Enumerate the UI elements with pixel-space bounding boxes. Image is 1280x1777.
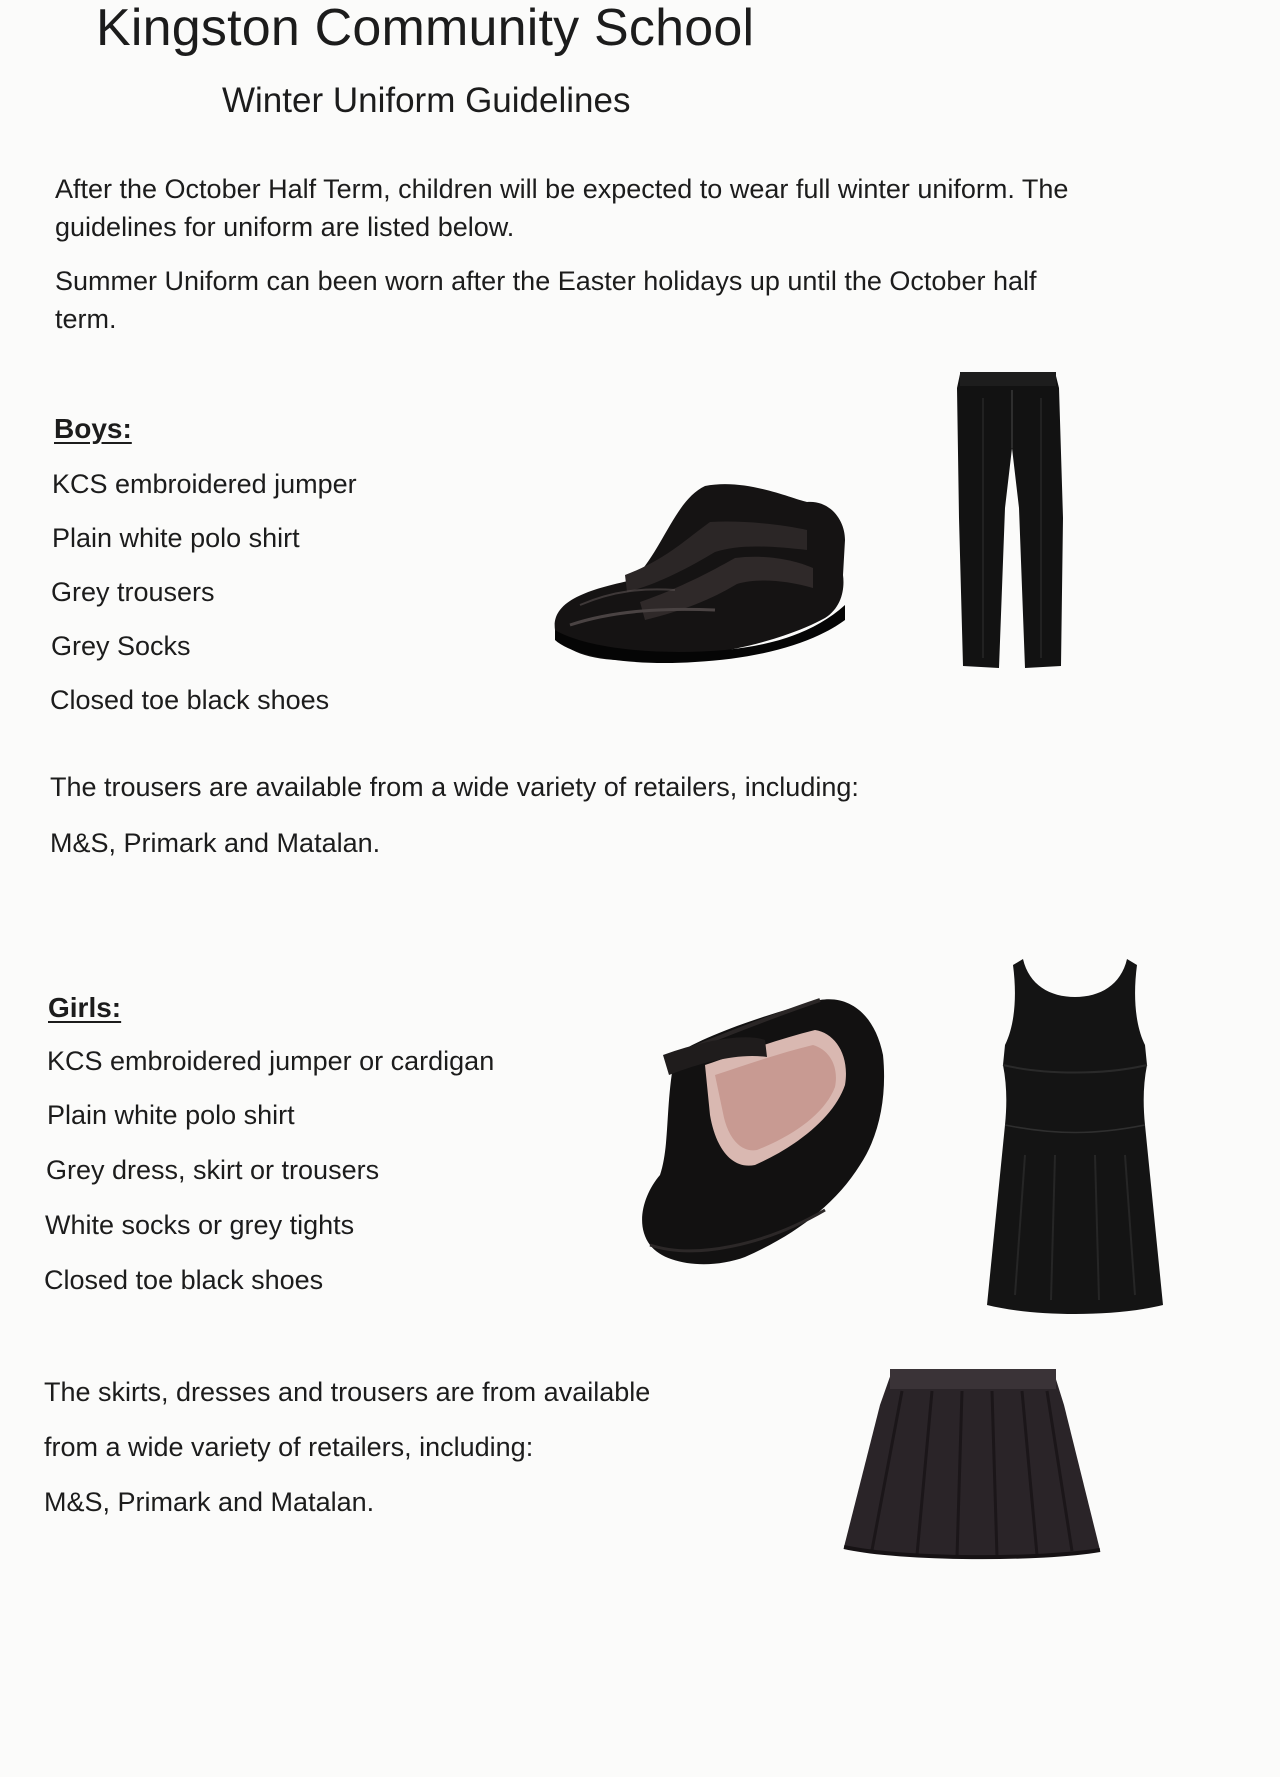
page-title: Kingston Community School — [96, 0, 755, 57]
page-subtitle: Winter Uniform Guidelines — [222, 81, 631, 120]
girls-item-polo: Plain white polo shirt — [47, 1100, 295, 1130]
intro-line-1: After the October Half Term, children will be expected to wear full winter uniform. The — [55, 174, 1069, 204]
boys-item-trousers: Grey trousers — [51, 577, 215, 607]
girls-retailers-line-2: from a wide variety of retailers, including: — [44, 1432, 534, 1462]
black-mary-jane-shoe-image — [635, 995, 890, 1270]
girls-item-jumper: KCS embroidered jumper or cardigan — [47, 1046, 495, 1076]
girls-item-socks: White socks or grey tights — [45, 1210, 355, 1240]
boys-item-shoes: Closed toe black shoes — [50, 685, 330, 715]
boys-item-jumper: KCS embroidered jumper — [52, 469, 357, 499]
boys-item-polo: Plain white polo shirt — [52, 523, 300, 553]
black-velcro-shoe-image — [545, 480, 850, 665]
girls-retailers-line-1: The skirts, dresses and trousers are from available — [44, 1377, 651, 1407]
pleated-skirt-image — [842, 1365, 1102, 1565]
girls-item-dress: Grey dress, skirt or trousers — [46, 1155, 380, 1185]
boys-heading: Boys: — [54, 413, 132, 444]
intro-line-4: term. — [55, 304, 117, 334]
intro-line-3: Summer Uniform can been worn after the Easter holidays up until the October half — [55, 266, 1037, 296]
boys-retailers-line-2: M&S, Primark and Matalan. — [50, 828, 381, 858]
boys-item-socks: Grey Socks — [51, 631, 191, 661]
intro-line-2: guidelines for uniform are listed below. — [55, 212, 515, 242]
pinafore-dress-image — [985, 955, 1165, 1320]
girls-retailers-line-3: M&S, Primark and Matalan. — [44, 1487, 375, 1517]
black-trousers-image — [955, 368, 1070, 673]
girls-heading: Girls: — [48, 992, 122, 1023]
girls-item-shoes: Closed toe black shoes — [44, 1265, 324, 1295]
boys-retailers-line-1: The trousers are available from a wide variety of retailers, including: — [50, 772, 859, 802]
